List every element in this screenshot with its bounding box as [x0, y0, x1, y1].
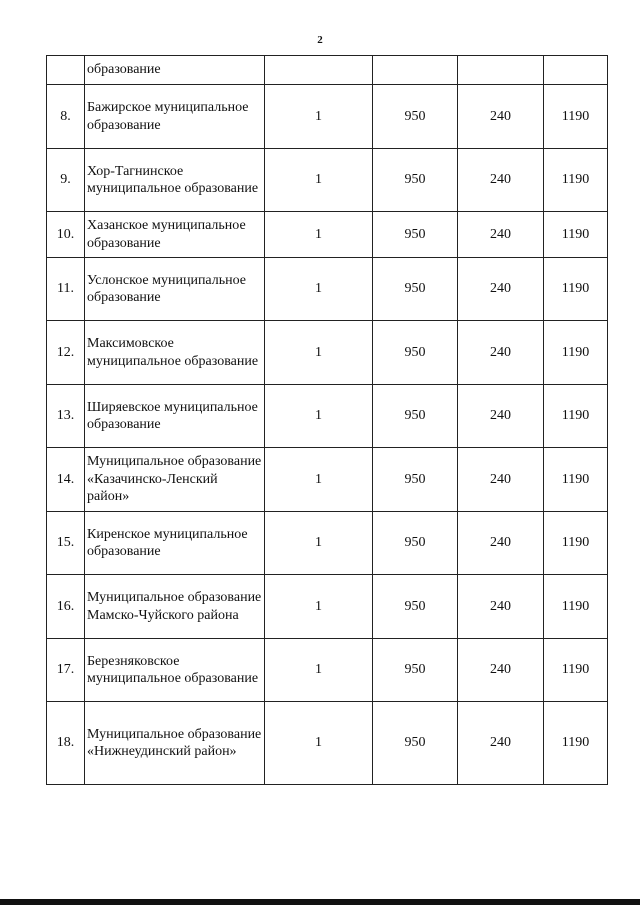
row-number: 11.: [47, 258, 85, 321]
municipality-name: Ширяевское муниципальное образование: [85, 385, 265, 448]
amount-b: [458, 56, 544, 85]
unit-count: [265, 56, 373, 85]
table-row: [47, 639, 608, 702]
amount-b: 240: [458, 639, 544, 702]
amount-b: 240: [458, 448, 544, 512]
unit-count: 1: [265, 702, 373, 785]
unit-count: 1: [265, 149, 373, 212]
allocation-table: [46, 55, 608, 785]
municipality-name: Муниципальное образование «Казачинско-Ленский район»: [85, 448, 265, 512]
unit-count: 1: [265, 385, 373, 448]
amount-a: 950: [373, 212, 458, 258]
row-number: 8.: [47, 85, 85, 149]
table-row: [47, 321, 608, 385]
amount-b: 240: [458, 212, 544, 258]
amount-b: 240: [458, 512, 544, 575]
row-number: 17.: [47, 639, 85, 702]
amount-total: 1190: [544, 575, 608, 639]
municipality-name: Бажирское муниципальное образование: [85, 85, 265, 149]
row-number: 14.: [47, 448, 85, 512]
amount-total: 1190: [544, 149, 608, 212]
table-row: [47, 575, 608, 639]
amount-b: 240: [458, 258, 544, 321]
page-number: 2: [317, 34, 323, 46]
unit-count: 1: [265, 639, 373, 702]
amount-a: 950: [373, 448, 458, 512]
amount-b: 240: [458, 85, 544, 149]
unit-count: 1: [265, 448, 373, 512]
amount-total: 1190: [544, 512, 608, 575]
unit-count: 1: [265, 321, 373, 385]
amount-b: 240: [458, 149, 544, 212]
amount-total: 1190: [544, 258, 608, 321]
municipality-name: Муниципальное образование «Нижнеудинский район»: [85, 702, 265, 785]
amount-b: 240: [458, 702, 544, 785]
amount-b: 240: [458, 385, 544, 448]
amount-a: [373, 56, 458, 85]
amount-a: 950: [373, 575, 458, 639]
amount-total: 1190: [544, 385, 608, 448]
amount-a: 950: [373, 385, 458, 448]
amount-a: 950: [373, 702, 458, 785]
unit-count: 1: [265, 258, 373, 321]
amount-total: 1190: [544, 212, 608, 258]
row-number: 13.: [47, 385, 85, 448]
amount-total: 1190: [544, 702, 608, 785]
amount-a: 950: [373, 258, 458, 321]
municipality-name: Хор-Тагнинское муниципальное образование: [85, 149, 265, 212]
amount-a: 950: [373, 85, 458, 149]
row-number: 12.: [47, 321, 85, 385]
table-row: [47, 258, 608, 321]
amount-a: 950: [373, 512, 458, 575]
municipality-name: Березняковское муниципальное образование: [85, 639, 265, 702]
amount-total: [544, 56, 608, 85]
amount-total: 1190: [544, 448, 608, 512]
scan-bottom-edge: [0, 899, 640, 905]
unit-count: 1: [265, 512, 373, 575]
row-number: 18.: [47, 702, 85, 785]
municipality-name: Услонское муниципальное образование: [85, 258, 265, 321]
table-body: [47, 56, 608, 785]
unit-count: 1: [265, 212, 373, 258]
row-number: 15.: [47, 512, 85, 575]
unit-count: 1: [265, 575, 373, 639]
amount-total: 1190: [544, 639, 608, 702]
table-row: [47, 448, 608, 512]
municipality-name: Муниципальное образование Мамско-Чуйского района: [85, 575, 265, 639]
amount-b: 240: [458, 321, 544, 385]
table-row: [47, 85, 608, 149]
amount-a: 950: [373, 639, 458, 702]
amount-total: 1190: [544, 85, 608, 149]
row-number: [47, 56, 85, 85]
unit-count: 1: [265, 85, 373, 149]
table-row: [47, 56, 608, 85]
row-number: 16.: [47, 575, 85, 639]
table-row: [47, 702, 608, 785]
amount-a: 950: [373, 321, 458, 385]
amount-total: 1190: [544, 321, 608, 385]
table-row: [47, 212, 608, 258]
row-number: 9.: [47, 149, 85, 212]
row-number: 10.: [47, 212, 85, 258]
table-row: [47, 512, 608, 575]
table-row: [47, 385, 608, 448]
amount-a: 950: [373, 149, 458, 212]
municipality-name: Киренское муниципальное образование: [85, 512, 265, 575]
amount-b: 240: [458, 575, 544, 639]
municipality-name: Максимовское муниципальное образование: [85, 321, 265, 385]
municipality-name: Хазанское муниципальное образование: [85, 212, 265, 258]
municipality-name: образование: [85, 56, 265, 85]
table-row: [47, 149, 608, 212]
